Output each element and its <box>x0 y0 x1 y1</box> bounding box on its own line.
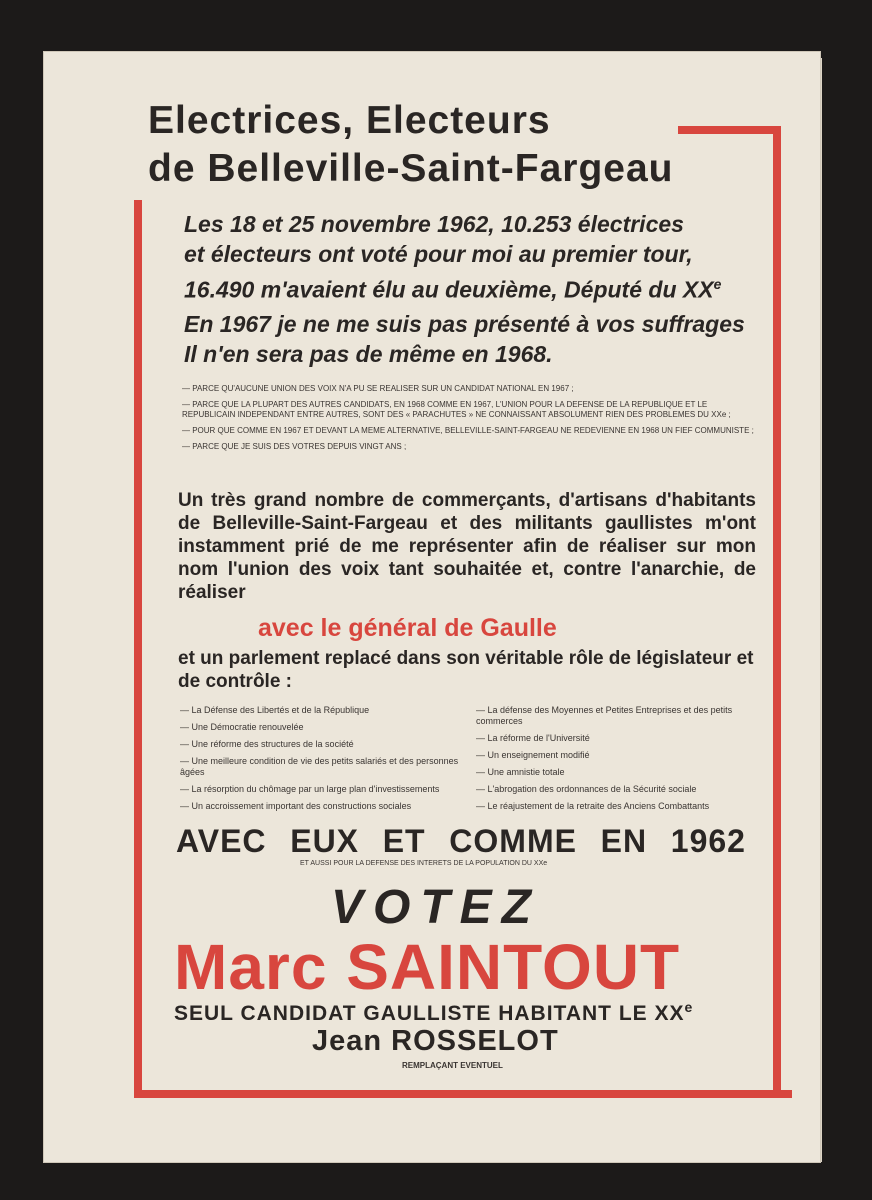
program-right-column <box>476 705 758 818</box>
general-de-gaulle-line: avec le général de Gaulle <box>258 614 557 642</box>
intro-line-4: En 1967 je ne me suis pas présenté à vos suffrages <box>184 310 745 337</box>
intro-text <box>184 209 754 369</box>
program-item: — Un accroissement important des constructions sociales <box>180 801 412 811</box>
red-border-right <box>773 126 781 1098</box>
program-item: — Une réforme des structures de la société <box>180 739 354 749</box>
body-paragraph: Un très grand nombre de commerçants, d'artisans d'habitants de Belleville-Saint-Fargeau et des militants gaullistes m'ont instamment prié de me représenter afin de réaliser sur mon nom l'union des voix tant souhaitée et, contre l'anarchie, de réaliser <box>178 490 756 603</box>
red-border-top <box>678 126 781 134</box>
slogan-word: EUX <box>290 823 360 859</box>
program-item: — Une amnistie totale <box>476 767 565 777</box>
reasons-list <box>182 384 754 458</box>
program-item: — Une Démocratie renouvelée <box>180 722 304 732</box>
substitute-name: Jean ROSSELOT <box>312 1025 559 1057</box>
intro-line-5: Il n'en sera pas de même en 1968. <box>184 340 553 367</box>
program-item: — Un enseignement modifié <box>476 750 590 760</box>
slogan <box>176 823 746 860</box>
reason-item: — PARCE QUE LA PLUPART DES AUTRES CANDIDATS, EN 1968 COMME EN 1967, L'UNION POUR LA DEFENSE DE LA REPUBLIQUE ET LE REPUBLICAIN INDEPENDANT ENTRE AUTRES, SONT DES « PARACHUTES » NE CONNAISSANT ABSOLUMENT RIEN DES PROBLEMES DU XXe ; <box>182 400 731 419</box>
slogan-word: EN <box>600 823 648 859</box>
program-item: — Une meilleure condition de vie des petits salariés et des personnes âgées <box>180 756 459 777</box>
votez-heading: VOTEZ <box>330 881 541 934</box>
reason-item: — PARCE QUE JE SUIS DES VOTRES DEPUIS VINGT ANS ; <box>182 442 407 451</box>
slogan-subtitle: ET AUSSI POUR LA DEFENSE DES INTERETS DE LA POPULATION DU XXe <box>300 860 548 867</box>
reason-item: — PARCE QU'AUCUNE UNION DES VOIX N'A PU SE REALISER SUR UN CANDIDAT NATIONAL EN 1967 ; <box>182 384 574 393</box>
program-item: — La réforme de l'Université <box>476 733 590 743</box>
candidate-name: Marc SAINTOUT <box>174 931 681 1003</box>
program-item: — L'abrogation des ordonnances de la Sécurité sociale <box>476 784 697 794</box>
substitute-role: REMPLAÇANT EVENTUEL <box>402 1061 503 1070</box>
headline-line-2: de Belleville-Saint-Fargeau <box>148 147 674 190</box>
red-border-bottom <box>134 1090 792 1098</box>
red-border-left <box>134 200 142 1094</box>
headline-line-1: Electrices, Electeurs <box>148 99 551 142</box>
program-item: — La défense des Moyennes et Petites Entreprises et des petits commerces <box>476 705 733 726</box>
program-item: — La Défense des Libertés et de la République <box>180 705 370 715</box>
intro-line-1: Les 18 et 25 novembre 1962, 10.253 électrices <box>184 211 684 237</box>
program-item: — La résorption du chômage par un large plan d'investissements <box>180 784 440 794</box>
body-paragraph-2: et un parlement replacé dans son véritable rôle de législateur et de contrôle : <box>178 648 754 692</box>
program-item: — Le réajustement de la retraite des Anciens Combattants <box>476 801 710 811</box>
slogan-word: AVEC <box>176 823 267 859</box>
intro-line-2: et électeurs ont voté pour moi au premier tour, <box>184 241 693 267</box>
reason-item: — POUR QUE COMME EN 1967 ET DEVANT LA MEME ALTERNATIVE, BELLEVILLE-SAINT-FARGEAU NE REDEVIENNE EN 1968 UN FIEF COMMUNISTE ; <box>182 426 754 435</box>
slogan-word: ET <box>382 823 426 859</box>
intro-line-3: 16.490 m'avaient élu au deuxième, Député du XXe <box>184 276 722 303</box>
program-left-column <box>180 705 470 818</box>
slogan-word: 1962 <box>670 823 746 859</box>
candidate-subtitle: SEUL CANDIDAT GAULLISTE HABITANT LE XXe <box>174 999 694 1025</box>
slogan-word: COMME <box>449 823 577 859</box>
